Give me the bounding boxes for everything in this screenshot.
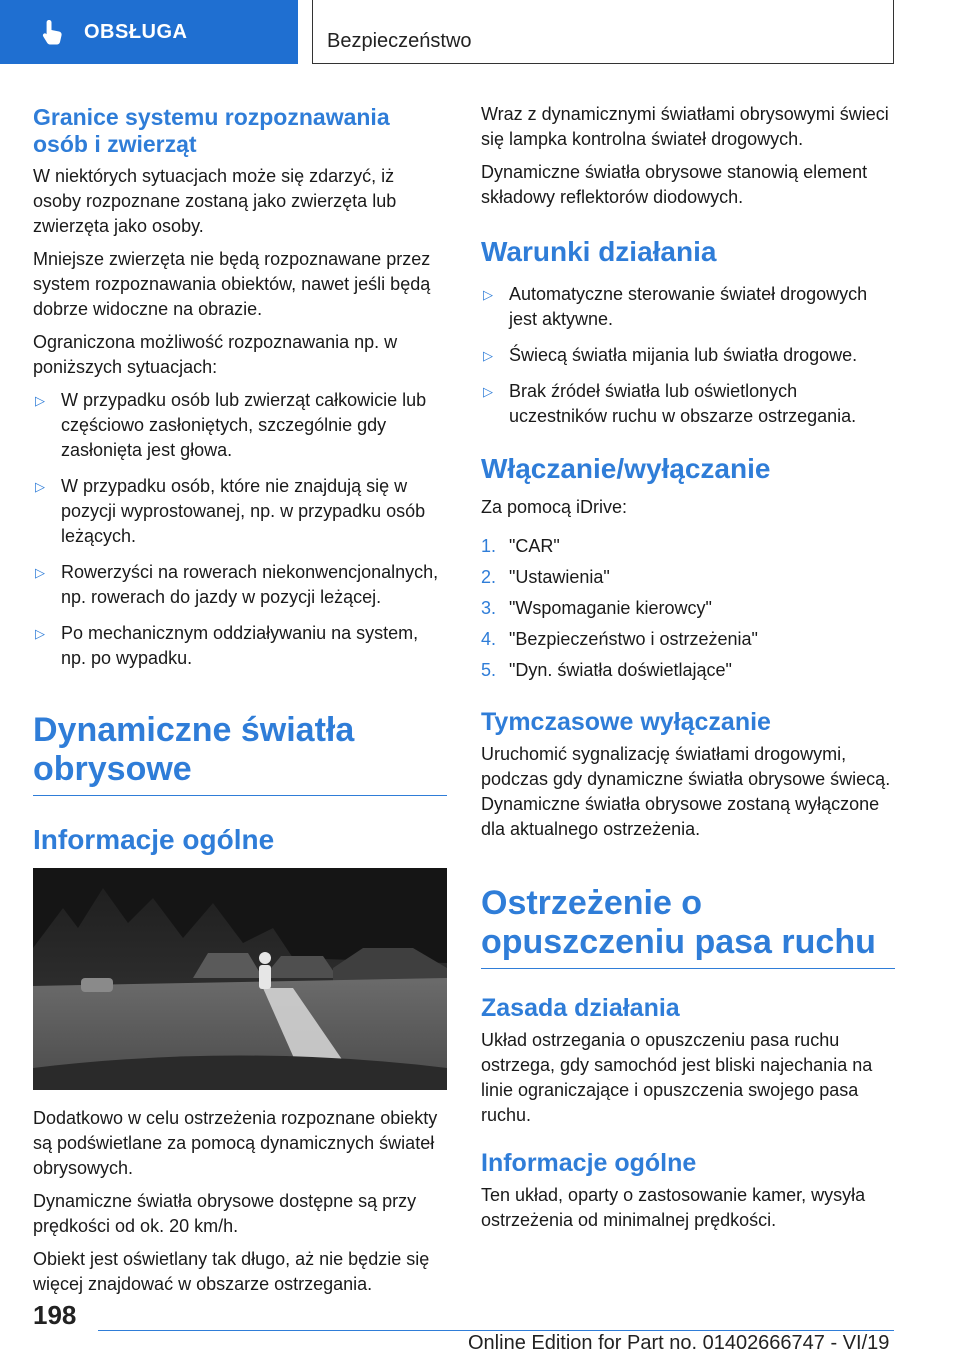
on-off-heading: Włączanie/wyłączanie [481, 453, 771, 484]
temporary-off-heading: Tymczasowe wyłączanie [481, 708, 771, 736]
list-item: ▷ Rowerzyści na rowerach niekonwencjonalnych, np. rowerach do jazdy w pozycji leżącej. [35, 562, 439, 607]
conditions-heading: Warunki działania [481, 236, 717, 267]
paragraph: W niektórych sytuacjach może się zdarzyć, iż osoby rozpoznane zostaną jako zwierzęta lub zwierzęta jako osoby. [33, 166, 397, 236]
triangle-bullet-icon: ▷ [483, 348, 493, 363]
general-info-heading: Informacje ogólne [33, 824, 275, 855]
triangle-bullet-icon: ▷ [35, 479, 45, 494]
section-title: Bezpieczeństwo [327, 30, 472, 52]
paragraph: Dynamiczne światła obrysowe stanowią element składowy reflektorów diodowych. [481, 162, 868, 207]
chapter-heading-block [481, 884, 895, 969]
conditions-list [481, 282, 895, 429]
section-header [312, 0, 894, 64]
hand-pointer-icon [38, 17, 68, 47]
limits-list [33, 388, 447, 671]
list-item: 1. "CAR" [481, 536, 560, 556]
idrive-steps [481, 534, 895, 683]
left-column [33, 104, 447, 1305]
right-column [481, 102, 895, 1241]
list-item: ▷ Po mechanicznym oddziaływaniu na system, np. po wypadku. [35, 623, 419, 668]
paragraph: Ten układ, oparty o zastosowanie kamer, wysyła ostrzeżenia od minimalnej prędkości. [481, 1185, 866, 1230]
paragraph: Dodatkowo w celu ostrzeżenia rozpoznane obiekty są podświetlane za pomocą dynamicznych świateł obrysowych. [33, 1108, 438, 1178]
list-item: 4. "Bezpieczeństwo i ostrzeżenia" [481, 629, 758, 649]
list-item: ▷ W przypadku osób, które nie znajdują się w pozycji wyprostowanej, np. w przypadku osób leżących. [35, 476, 426, 546]
night-road-illustration [33, 868, 447, 1090]
paragraph: Ograniczona możliwość rozpoznawania np. w poniższych sytuacjach: [33, 332, 398, 377]
triangle-bullet-icon: ▷ [483, 287, 493, 302]
paragraph: Wraz z dynamicznymi światłami obrysowymi świeci się lampka kontrolna świateł drogowych. [481, 104, 889, 149]
chapter-tab-label: OBSŁUGA [84, 20, 188, 43]
principle-heading: Zasada działania [481, 994, 680, 1022]
footer-divider [98, 1330, 894, 1331]
paragraph: Uruchomić sygnalizację światłami drogowymi, podczas gdy dynamiczne światła obrysowe świecą. Dynamiczne światła obrysowe zostaną wyłączone dla aktualnego ostrzeżenia. [481, 744, 891, 839]
limits-heading: Granice systemu rozpoznawania osób i zwierząt [33, 104, 390, 157]
page-number: 198 [33, 1300, 77, 1330]
triangle-bullet-icon: ▷ [35, 626, 45, 641]
list-item: ▷ Automatyczne sterowanie świateł drogowych jest aktywne. [483, 284, 868, 329]
chapter-title: Ostrzeżenie o opuszczeniu pasa ruchu [481, 884, 876, 961]
general-info-heading: Informacje ogólne [481, 1149, 697, 1177]
chapter-title: Dynamiczne światła obrysowe [33, 711, 355, 788]
paragraph: Za pomocą iDrive: [481, 497, 628, 517]
triangle-bullet-icon: ▷ [35, 565, 45, 580]
triangle-bullet-icon: ▷ [35, 393, 45, 408]
paragraph: Obiekt jest oświetlany tak długo, aż nie będzie się więcej znajdować w obszarze ostrzegania. [33, 1249, 430, 1294]
list-item: 2. "Ustawienia" [481, 567, 610, 587]
list-item: ▷ Świecą światła mijania lub światła drogowe. [481, 343, 895, 368]
paragraph: Mniejsze zwierzęta nie będą rozpoznawane przez system rozpoznawania obiektów, nawet jeśli będą dobrze widoczne na obrazie. [33, 249, 431, 319]
list-item: 5. "Dyn. światła doświetlające" [481, 660, 732, 680]
paragraph: Układ ostrzegania o opuszczeniu pasa ruchu ostrzega, gdy samochód jest bliski najechania na linie ograniczające i opuszczenia swojego pasa ruchu. [481, 1030, 873, 1125]
list-item: ▷ Brak źródeł światła lub oświetlonych uczestników ruchu w obszarze ostrzegania. [483, 381, 857, 426]
triangle-bullet-icon: ▷ [483, 384, 493, 399]
list-item: ▷ W przypadku osób lub zwierząt całkowicie lub częściowo zasłoniętych, szczególnie gdy zasłonięta jest głowa. [35, 390, 427, 460]
edition-footer: Online Edition for Part no. 01402666747 - VI/19 [468, 1332, 890, 1354]
paragraph: Dynamiczne światła obrysowe dostępne są przy prędkości od ok. 20 km/h. [33, 1191, 417, 1236]
chapter-tab[interactable] [0, 0, 298, 64]
chapter-heading-block [33, 711, 447, 796]
list-item: 3. "Wspomaganie kierowcy" [481, 598, 712, 618]
